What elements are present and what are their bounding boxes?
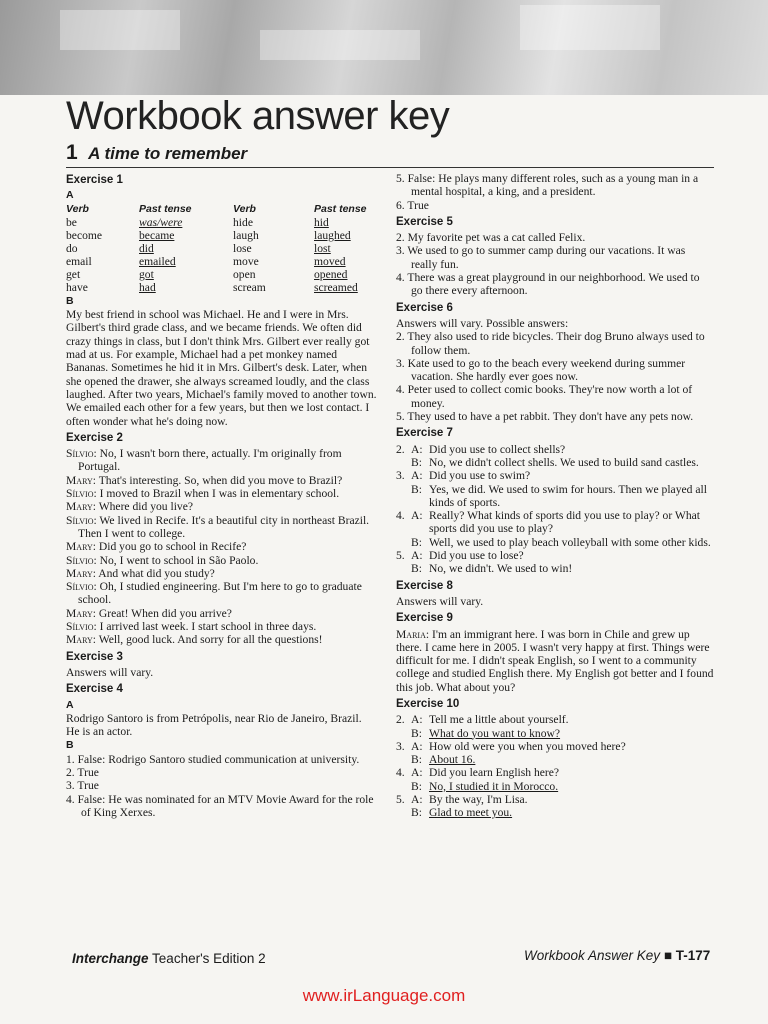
item-number: 4.: [66, 792, 75, 806]
dialog-text: That's interesting. So, when did you move to Brazil?: [98, 473, 343, 487]
table-cell: laugh: [233, 228, 259, 242]
qa-line: [396, 469, 714, 482]
table-row: [66, 268, 367, 281]
table-cell: have: [66, 280, 88, 294]
dialog-text: We lived in Recife. It's a beautiful city in northeast Brazil. Then I went to college.: [78, 513, 370, 540]
qa-text: Glad to meet you.: [429, 806, 513, 820]
table-cell: email: [66, 254, 92, 268]
item-number: 2.: [66, 765, 75, 779]
item-text: False: Rodrigo Santoro studied communication at university.: [77, 752, 360, 766]
list-item: [396, 199, 714, 212]
exercise-2-dialog: [66, 447, 378, 646]
exercise-1-heading: Exercise 1: [66, 174, 123, 186]
qa-line: [396, 727, 714, 740]
qa-text: No, we didn't collect shells. We used to build sand castles.: [429, 455, 699, 469]
item-text: Peter used to collect comic books. They're now worth a lot of money.: [407, 383, 693, 410]
item-number: 5.: [396, 549, 405, 563]
dialog-line: [66, 620, 378, 633]
item-text: True: [407, 198, 429, 212]
table-cell: be: [66, 215, 77, 229]
dialog-text: I arrived last week. I start school in three days.: [99, 620, 317, 634]
qa-line: [396, 562, 714, 575]
table-cell: [314, 216, 367, 229]
dialog-text: Well, good luck. And sorry for all the questions!: [98, 633, 323, 647]
exercise-7-heading: Exercise 7: [396, 427, 453, 440]
item-number: 4.: [396, 509, 405, 523]
table-header: Past tense: [314, 202, 367, 215]
paragraph-text: I'm an immigrant here. I was born in Chile and grew up there. I came here in 2005. I wasn't very happy at first. Things were difficult for me. I didn't speak English, so I went to a community college and studied English there. My English got better and I found this job. What about you?: [396, 627, 714, 694]
qa-line: [396, 536, 714, 549]
exercise-4-part-b: B: [66, 739, 74, 752]
item-number: 3.: [396, 469, 405, 483]
list-item: [66, 779, 378, 792]
list-item: [396, 383, 714, 410]
exercise-6-intro: Answers will vary. Possible answers:: [396, 316, 569, 330]
list-item: [66, 753, 378, 766]
table-row: [66, 242, 367, 255]
speaker: Sílvio:: [66, 620, 97, 634]
unit-title: A time to remember: [88, 144, 248, 163]
qa-text: About 16.: [429, 753, 476, 767]
dialog-line: [66, 607, 378, 620]
list-item: [66, 766, 378, 779]
exercise-9-paragraph: [396, 628, 714, 694]
qa-item: [396, 766, 714, 793]
dialog-line: [66, 474, 378, 487]
dialog-text: No, I wasn't born there, actually. I'm originally from Portugal.: [78, 447, 342, 474]
speaker: Mary:: [66, 500, 96, 514]
qa-line: [396, 793, 714, 806]
table-cell: had: [139, 280, 156, 294]
exercise-5-heading: Exercise 5: [396, 215, 453, 228]
page-number: ■ T-177: [663, 948, 711, 963]
item-number: 3.: [396, 356, 405, 370]
exercise-4-part-a: A: [66, 698, 74, 711]
dialog-line: [66, 554, 378, 567]
qa-text: What do you want to know?: [429, 726, 561, 740]
speaker: Sílvio:: [66, 580, 97, 594]
exercise-8-heading: Exercise 8: [396, 579, 453, 592]
table-cell: laughed: [314, 228, 351, 242]
item-number: 4.: [396, 766, 405, 780]
qa-line: [396, 509, 714, 536]
table-cell: [314, 281, 367, 294]
list-item: [396, 357, 714, 384]
dialog-line: [66, 633, 378, 646]
qa-item: [396, 713, 714, 740]
list-item: [396, 172, 714, 199]
dialog-line: [66, 567, 378, 580]
item-number: 6.: [396, 198, 405, 212]
table-cell: do: [66, 241, 78, 255]
speaker: B:: [411, 806, 422, 820]
list-item: [396, 410, 714, 423]
unit-number: 1: [66, 141, 78, 164]
dialog-text: Oh, I studied engineering. But I'm here to go to graduate school.: [78, 580, 362, 607]
qa-text: Well, we used to play beach volleyball with some other kids.: [429, 535, 711, 549]
item-number: 2.: [396, 442, 405, 456]
dialog-line: [66, 540, 378, 553]
table-cell: become: [66, 228, 103, 242]
exercise-10-heading: Exercise 10: [396, 697, 460, 710]
qa-line: [396, 766, 714, 779]
qa-text: Tell me a little about yourself.: [429, 713, 569, 727]
table-cell: became: [139, 228, 175, 242]
qa-line: [396, 753, 714, 766]
speaker: Mary:: [66, 566, 96, 580]
table-cell: hide: [233, 215, 253, 229]
exercise-2-heading: Exercise 2: [66, 431, 123, 444]
qa-line: [396, 549, 714, 562]
dialog-line: [66, 514, 378, 541]
dialog-line: [66, 500, 378, 513]
item-text: We used to go to summer camp during our vacations. It was really fun.: [407, 244, 686, 271]
table-cell: [314, 255, 367, 268]
table-cell: open: [233, 267, 256, 281]
table-cell: [139, 216, 233, 229]
speaker: B:: [411, 455, 422, 469]
qa-line: [396, 483, 714, 510]
table-cell: emailed: [139, 254, 176, 268]
qa-item: [396, 740, 714, 767]
qa-text: Really? What kinds of sports did you use to play? or What sports did you use to play?: [429, 509, 701, 536]
exercise-3-heading: Exercise 3: [66, 650, 123, 663]
footer-edition-text: Teacher's Edition 2: [152, 951, 266, 966]
item-number: 5.: [396, 793, 405, 807]
speaker: Mary:: [66, 473, 96, 487]
speaker: A:: [411, 793, 423, 807]
speaker: Mary:: [66, 606, 96, 620]
speaker: B:: [411, 726, 422, 740]
qa-text: No, we didn't. We used to win!: [429, 562, 573, 576]
qa-line: [396, 740, 714, 753]
item-number: 2.: [396, 231, 405, 245]
table-cell: [314, 242, 367, 255]
table-cell: did: [139, 241, 154, 255]
speaker: Sílvio:: [66, 513, 97, 527]
table-row: [66, 255, 367, 268]
qa-text: How old were you when you moved here?: [429, 739, 626, 753]
qa-text: No, I studied it in Morocco.: [429, 779, 559, 793]
speaker: A:: [411, 549, 423, 563]
item-number: 4.: [396, 383, 405, 397]
exercise-4-a-text: Rodrigo Santoro is from Petrópolis, near Rio de Janeiro, Brazil.: [66, 711, 362, 725]
item-number: 1.: [66, 752, 75, 766]
qa-text: Did you use to collect shells?: [429, 442, 566, 456]
item-number: 2.: [396, 330, 405, 344]
speaker: A:: [411, 469, 423, 483]
table-row: [66, 216, 367, 229]
item-number: 5.: [396, 172, 405, 185]
footer-edition: [72, 951, 266, 966]
qa-item: [396, 443, 714, 470]
exercise-9-heading: Exercise 9: [396, 612, 453, 625]
item-number: 2.: [396, 713, 405, 727]
list-item: [396, 271, 714, 298]
qa-text: Yes, we did. We used to swim for hours. Then we played all kinds of sports.: [429, 482, 707, 509]
speaker: Mary:: [66, 540, 96, 554]
item-number: 3.: [66, 779, 75, 793]
dialog-line: [66, 447, 378, 474]
item-number: 4.: [396, 271, 405, 285]
qa-item: [396, 549, 714, 576]
item-text: False: He was nominated for an MTV Movie Award for the role of King Xerxes.: [77, 792, 374, 819]
footer-section: Workbook Answer Key: [524, 948, 661, 963]
list-item: [396, 244, 714, 271]
qa-line: [396, 780, 714, 793]
speaker: Sílvio:: [66, 553, 97, 567]
table-cell: screamed: [314, 280, 358, 294]
exercise-4-heading: Exercise 4: [66, 683, 123, 696]
table-cell: [314, 268, 367, 281]
dialog-text: And what did you study?: [98, 566, 215, 580]
dialog-line: [66, 487, 378, 500]
qa-text: Did you use to swim?: [429, 469, 531, 483]
dialog-text: Did you go to school in Recife?: [98, 540, 247, 554]
table-cell: move: [233, 254, 259, 268]
qa-item: [396, 793, 714, 820]
dialog-text: I moved to Brazil when I was in elementary school.: [99, 487, 340, 501]
table-cell: [139, 229, 233, 242]
item-text: They also used to ride bicycles. Their dog Bruno always used to follow them.: [407, 330, 705, 357]
table-cell: moved: [314, 254, 346, 268]
speaker: A:: [411, 509, 423, 523]
list-item: [396, 330, 714, 357]
table-cell: opened: [314, 267, 348, 281]
item-number: 3.: [396, 739, 405, 753]
speaker: Sílvio:: [66, 487, 97, 501]
speaker: B:: [411, 482, 422, 496]
qa-text: Did you learn English here?: [429, 766, 560, 780]
list-item: [66, 793, 378, 820]
item-number: 3.: [396, 244, 405, 258]
table-cell: lost: [314, 241, 331, 255]
exercise-1-paragraph: My best friend in school was Michael. He and I were in Mrs. Gilbert's third grade class, and we became friends. We often did crazy things in class, but I don't think Mrs. Gilbert ever really got mad at us. For example, Michael had a pet monkey named Bananas. Sometimes he hid it in Mrs. Gilbert's desk. Later, when she opened the drawer, she always screamed loudly, and the class laughed. After two years, Michael's family moved to another town. We emailed each other for a few years, but then we lost contact. I often wonder what he's doing now.: [66, 308, 377, 428]
exercise-1-part-b: B: [66, 294, 74, 307]
dialog-text: Where did you live?: [98, 500, 194, 514]
footer-series: Interchange: [72, 951, 149, 966]
item-text: They used to have a pet rabbit. They don't have any pets now.: [407, 410, 694, 424]
item-text: Kate used to go to the beach every weekend during summer vacation. She hardly ever goes now.: [407, 356, 686, 384]
speaker: A:: [411, 713, 423, 727]
table-row: [66, 229, 367, 242]
verb-table: [66, 203, 367, 294]
exercise-3-answer: Answers will vary.: [66, 665, 154, 679]
speaker: A:: [411, 442, 423, 456]
table-header: Past tense: [139, 202, 192, 215]
left-column: [66, 172, 378, 819]
speaker: A:: [411, 766, 423, 780]
item-text: There was a great playground in our neighborhood. We used to go there every afternoon.: [407, 271, 700, 298]
list-item: [396, 231, 714, 244]
speaker: Mary:: [66, 633, 96, 647]
dialog-text: No, I went to school in São Paolo.: [99, 553, 259, 567]
table-header: Verb: [66, 202, 89, 215]
qa-text: Did you use to lose?: [429, 549, 524, 563]
table-header: Verb: [233, 202, 256, 215]
speaker: B:: [411, 753, 422, 767]
header-band: [0, 0, 768, 95]
qa-line: [396, 713, 714, 726]
table-cell: [139, 281, 233, 294]
footer-page: [524, 948, 710, 963]
exercise-4-a-text: He is an actor.: [66, 725, 133, 739]
website-link[interactable]: www.irLanguage.com: [302, 986, 466, 1005]
speaker: B:: [411, 562, 422, 576]
speaker: B:: [411, 779, 422, 793]
item-text: True: [77, 779, 99, 793]
table-cell: [139, 268, 233, 281]
table-cell: was/were: [139, 215, 183, 229]
table-cell: hid: [314, 215, 329, 229]
exercise-6-heading: Exercise 6: [396, 301, 453, 314]
table-cell: got: [139, 267, 154, 281]
table-cell: [139, 242, 233, 255]
speaker: A:: [411, 739, 423, 753]
unit-heading: [66, 141, 714, 168]
item-text: False: He plays many different roles, such as a young man in a mental hospital, a king, and a president.: [407, 172, 699, 199]
qa-line: [396, 443, 714, 456]
item-text: True: [77, 765, 99, 779]
dialog-line: [66, 580, 378, 607]
qa-text: By the way, I'm Lisa.: [429, 793, 528, 807]
table-row: [66, 281, 367, 294]
speaker: B:: [411, 535, 422, 549]
dialog-text: Great! When did you arrive?: [98, 606, 232, 620]
table-cell: lose: [233, 241, 252, 255]
qa-item: [396, 509, 714, 549]
page-title: Workbook answer key: [66, 94, 450, 138]
speaker: Sílvio:: [66, 447, 97, 461]
table-cell: [314, 229, 367, 242]
exercise-8-answer: Answers will vary.: [396, 594, 484, 608]
qa-line: [396, 806, 714, 819]
qa-line: [396, 456, 714, 469]
right-column: [396, 172, 714, 820]
table-cell: scream: [233, 280, 266, 294]
table-cell: [139, 255, 233, 268]
item-text: My favorite pet was a cat called Felix.: [407, 231, 586, 245]
item-number: 5.: [396, 410, 405, 424]
table-cell: get: [66, 267, 81, 281]
qa-item: [396, 469, 714, 509]
speaker: Maria:: [396, 627, 430, 641]
exercise-1-part-a: A: [66, 189, 74, 202]
